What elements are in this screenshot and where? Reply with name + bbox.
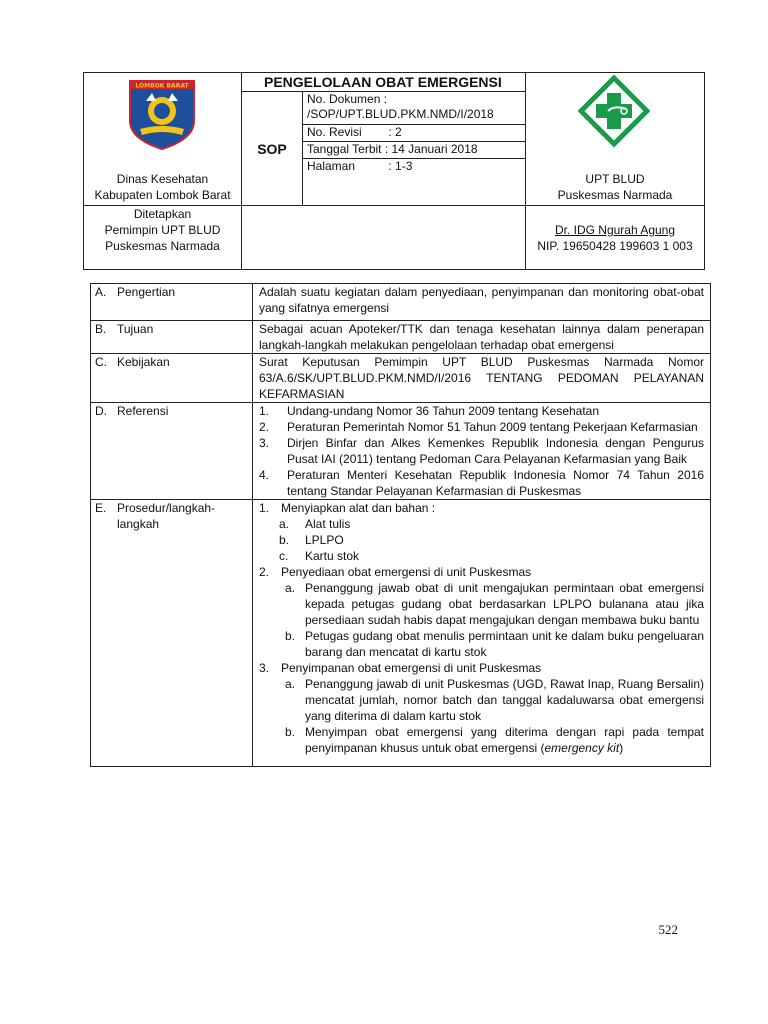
label-cell: [91, 403, 253, 500]
list-item: [259, 403, 704, 419]
step-text: Penyediaan obat emergensi di unit Puskesmas: [281, 565, 532, 579]
page-number: 522: [658, 922, 678, 937]
unit-name-line1: UPT BLUD: [585, 172, 645, 186]
sub-item-text: LPLPO: [305, 533, 344, 547]
doc-info-cell: [242, 73, 526, 206]
tanggal-terbit: Tanggal Terbit : 14 Januari 2018: [303, 142, 526, 159]
sub-item: [259, 548, 704, 564]
sub-item: [259, 532, 704, 548]
sub-item-letter: b.: [285, 725, 296, 739]
step: [259, 660, 704, 676]
label-cell: [91, 321, 253, 354]
puskesmas-logo-icon: [578, 75, 650, 149]
sub-item-text-pre: Menyimpan obat emergensi yang diterima dengan rapi pada tempat penyimpanan khusus untuk obat emergensi (: [305, 725, 704, 755]
org-name-line1: Dinas Kesehatan: [116, 172, 209, 186]
halaman: Halaman : 1-3: [307, 159, 413, 173]
row-label-line2: langkah: [117, 517, 160, 531]
tujuan-text: Sebagai acuan Apoteker/TTK dan tenaga kesehatan lainnya dalam penerapan langkah-langkah melakukan pengelolaan terhadap obat emergensi: [253, 321, 711, 354]
org-name: [84, 171, 241, 203]
unit-name-line2: Puskesmas Narmada: [557, 188, 673, 202]
row-key: D.: [95, 404, 107, 418]
item-number: 4.: [259, 468, 270, 482]
sop-header-table: [83, 72, 705, 270]
sub-item-letter: b.: [285, 629, 296, 643]
ditetapkan-line3: Puskesmas Narmada: [105, 239, 220, 253]
sub-item-letter: b.: [279, 533, 290, 547]
sop-content-table: [90, 283, 711, 767]
kebijakan-text: Surat Keputusan Pemimpin UPT BLUD Puskesmas Narmada Nomor 63/A.6/SK/UPT.BLUD.PKM.NMD/I/2016 TENTANG PEDOMAN PELAYANAN KEFARMASIAN: [253, 354, 711, 403]
item-text: Peraturan Menteri Kesehatan Republik Indonesia Nomor 74 Tahun 2016 tentang Standar Pelayanan Kefarmasian di Puskesmas: [287, 468, 704, 498]
org-cell: [84, 73, 242, 206]
list-item: [259, 419, 704, 435]
sub-item: [259, 724, 704, 756]
item-number: 2.: [259, 420, 270, 434]
row-referensi: [91, 403, 711, 500]
referensi-list: [253, 403, 711, 500]
sub-item-text: [305, 724, 704, 756]
sub-item: [259, 628, 704, 660]
sub-item-letter: a.: [285, 581, 296, 595]
sop-label: SOP: [242, 92, 303, 206]
step-number: 3.: [259, 661, 270, 675]
prosedur-list: [253, 500, 711, 767]
step-number: 1.: [259, 501, 270, 515]
row-key: C.: [95, 355, 107, 369]
emblem-text: LOMBOK BARAT: [135, 82, 189, 90]
row-label: Tujuan: [117, 322, 154, 336]
signer-name: Dr. IDG Ngurah Agung: [554, 223, 676, 237]
label-cell: [91, 354, 253, 403]
sub-item: [259, 516, 704, 532]
unit-name: [526, 171, 704, 203]
row-label: Prosedur/langkah-: [117, 501, 216, 515]
sub-item: [259, 580, 704, 628]
step: [259, 500, 704, 516]
sub-item-text: Penanggung jawab di unit Puskesmas (UGD, Rawat Inap, Ruang Bersalin) mencatat jumlah, nomor batch dan tanggal kadaluwarsa obat emergensi yang diterima di dalam kartu stok: [305, 677, 704, 723]
sub-item-text: Petugas gudang obat menulis permintaan unit ke dalam buku pengeluaran barang dan mencatat di kartu stok: [305, 629, 704, 659]
row-label: Pengertian: [117, 285, 176, 299]
ditetapkan-line1: Ditetapkan: [133, 207, 192, 221]
sub-item-letter: a.: [285, 677, 296, 691]
emergency-kit-term: emergency kit: [544, 741, 620, 755]
lombok-barat-emblem-icon: [126, 77, 198, 151]
sub-item-text: Penanggung jawab obat di unit mengajukan permintaan obat emergensi kepada petugas gudang obat berdasarkan LPLPO bulanana atau jika persediaan sudah habis dapat mengajukan dengan membawa buku bantu: [305, 581, 704, 627]
label-cell: [91, 500, 253, 767]
row-tujuan: [91, 321, 711, 354]
row-key: A.: [95, 285, 107, 299]
sub-item: [259, 676, 704, 724]
org-name-line2: Kabupaten Lombok Barat: [94, 188, 231, 202]
signature-area: [242, 206, 526, 270]
list-item: [259, 467, 704, 499]
step-text: Penyimpanan obat emergensi di unit Puskesmas: [281, 661, 542, 675]
sub-item-letter: c.: [279, 549, 289, 563]
list-item: [259, 435, 704, 467]
ditetapkan-cell: [84, 206, 242, 270]
step: [259, 564, 704, 580]
row-kebijakan: [91, 354, 711, 403]
label-cell: [91, 284, 253, 321]
signer-cell: [526, 206, 705, 270]
no-dokumen: [303, 92, 526, 125]
sub-item-letter: a.: [279, 517, 290, 531]
step-text: Menyiapkan alat dan bahan :: [281, 501, 436, 515]
sub-item-text: Alat tulis: [305, 517, 351, 531]
signer-nip: NIP. 19650428 199603 1 003: [537, 239, 693, 253]
row-label: Referensi: [117, 404, 169, 418]
item-text: Peraturan Pemerintah Nomor 51 Tahun 2009 tentang Pekerjaan Kefarmasian: [287, 420, 698, 434]
row-prosedur: [91, 500, 711, 767]
row-pengertian: [91, 284, 711, 321]
ditetapkan-line2: Pemimpin UPT BLUD: [104, 223, 221, 237]
row-key: E.: [95, 501, 107, 515]
step-number: 2.: [259, 565, 270, 579]
no-revisi: No. Revisi : 2: [303, 125, 526, 142]
no-dokumen-value: /SOP/UPT.BLUD.PKM.NMD/I/2018: [307, 107, 494, 121]
sub-item-text: Kartu stok: [305, 549, 360, 563]
pengertian-text: Adalah suatu kegiatan dalam penyediaan, penyimpanan dan monitoring obat-obat yang sifatnya emergensi: [253, 284, 711, 321]
unit-cell: [526, 73, 705, 206]
item-text: Undang-undang Nomor 36 Tahun 2009 tentang Kesehatan: [287, 404, 600, 418]
row-label: Kebijakan: [117, 355, 170, 369]
no-dokumen-label: No. Dokumen :: [307, 92, 388, 106]
item-text: Dirjen Binfar dan Alkes Kemenkes Republik Indonesia dengan Pengurus Pusat IAI (2011) tentang Pedoman Cara Pelayanan Kefarmasian yang Baik: [287, 436, 704, 466]
row-key: B.: [95, 322, 107, 336]
sub-item-text-post: ): [619, 741, 624, 755]
item-number: 1.: [259, 404, 270, 418]
item-number: 3.: [259, 436, 270, 450]
doc-title: PENGELOLAAN OBAT EMERGENSI: [242, 73, 525, 92]
